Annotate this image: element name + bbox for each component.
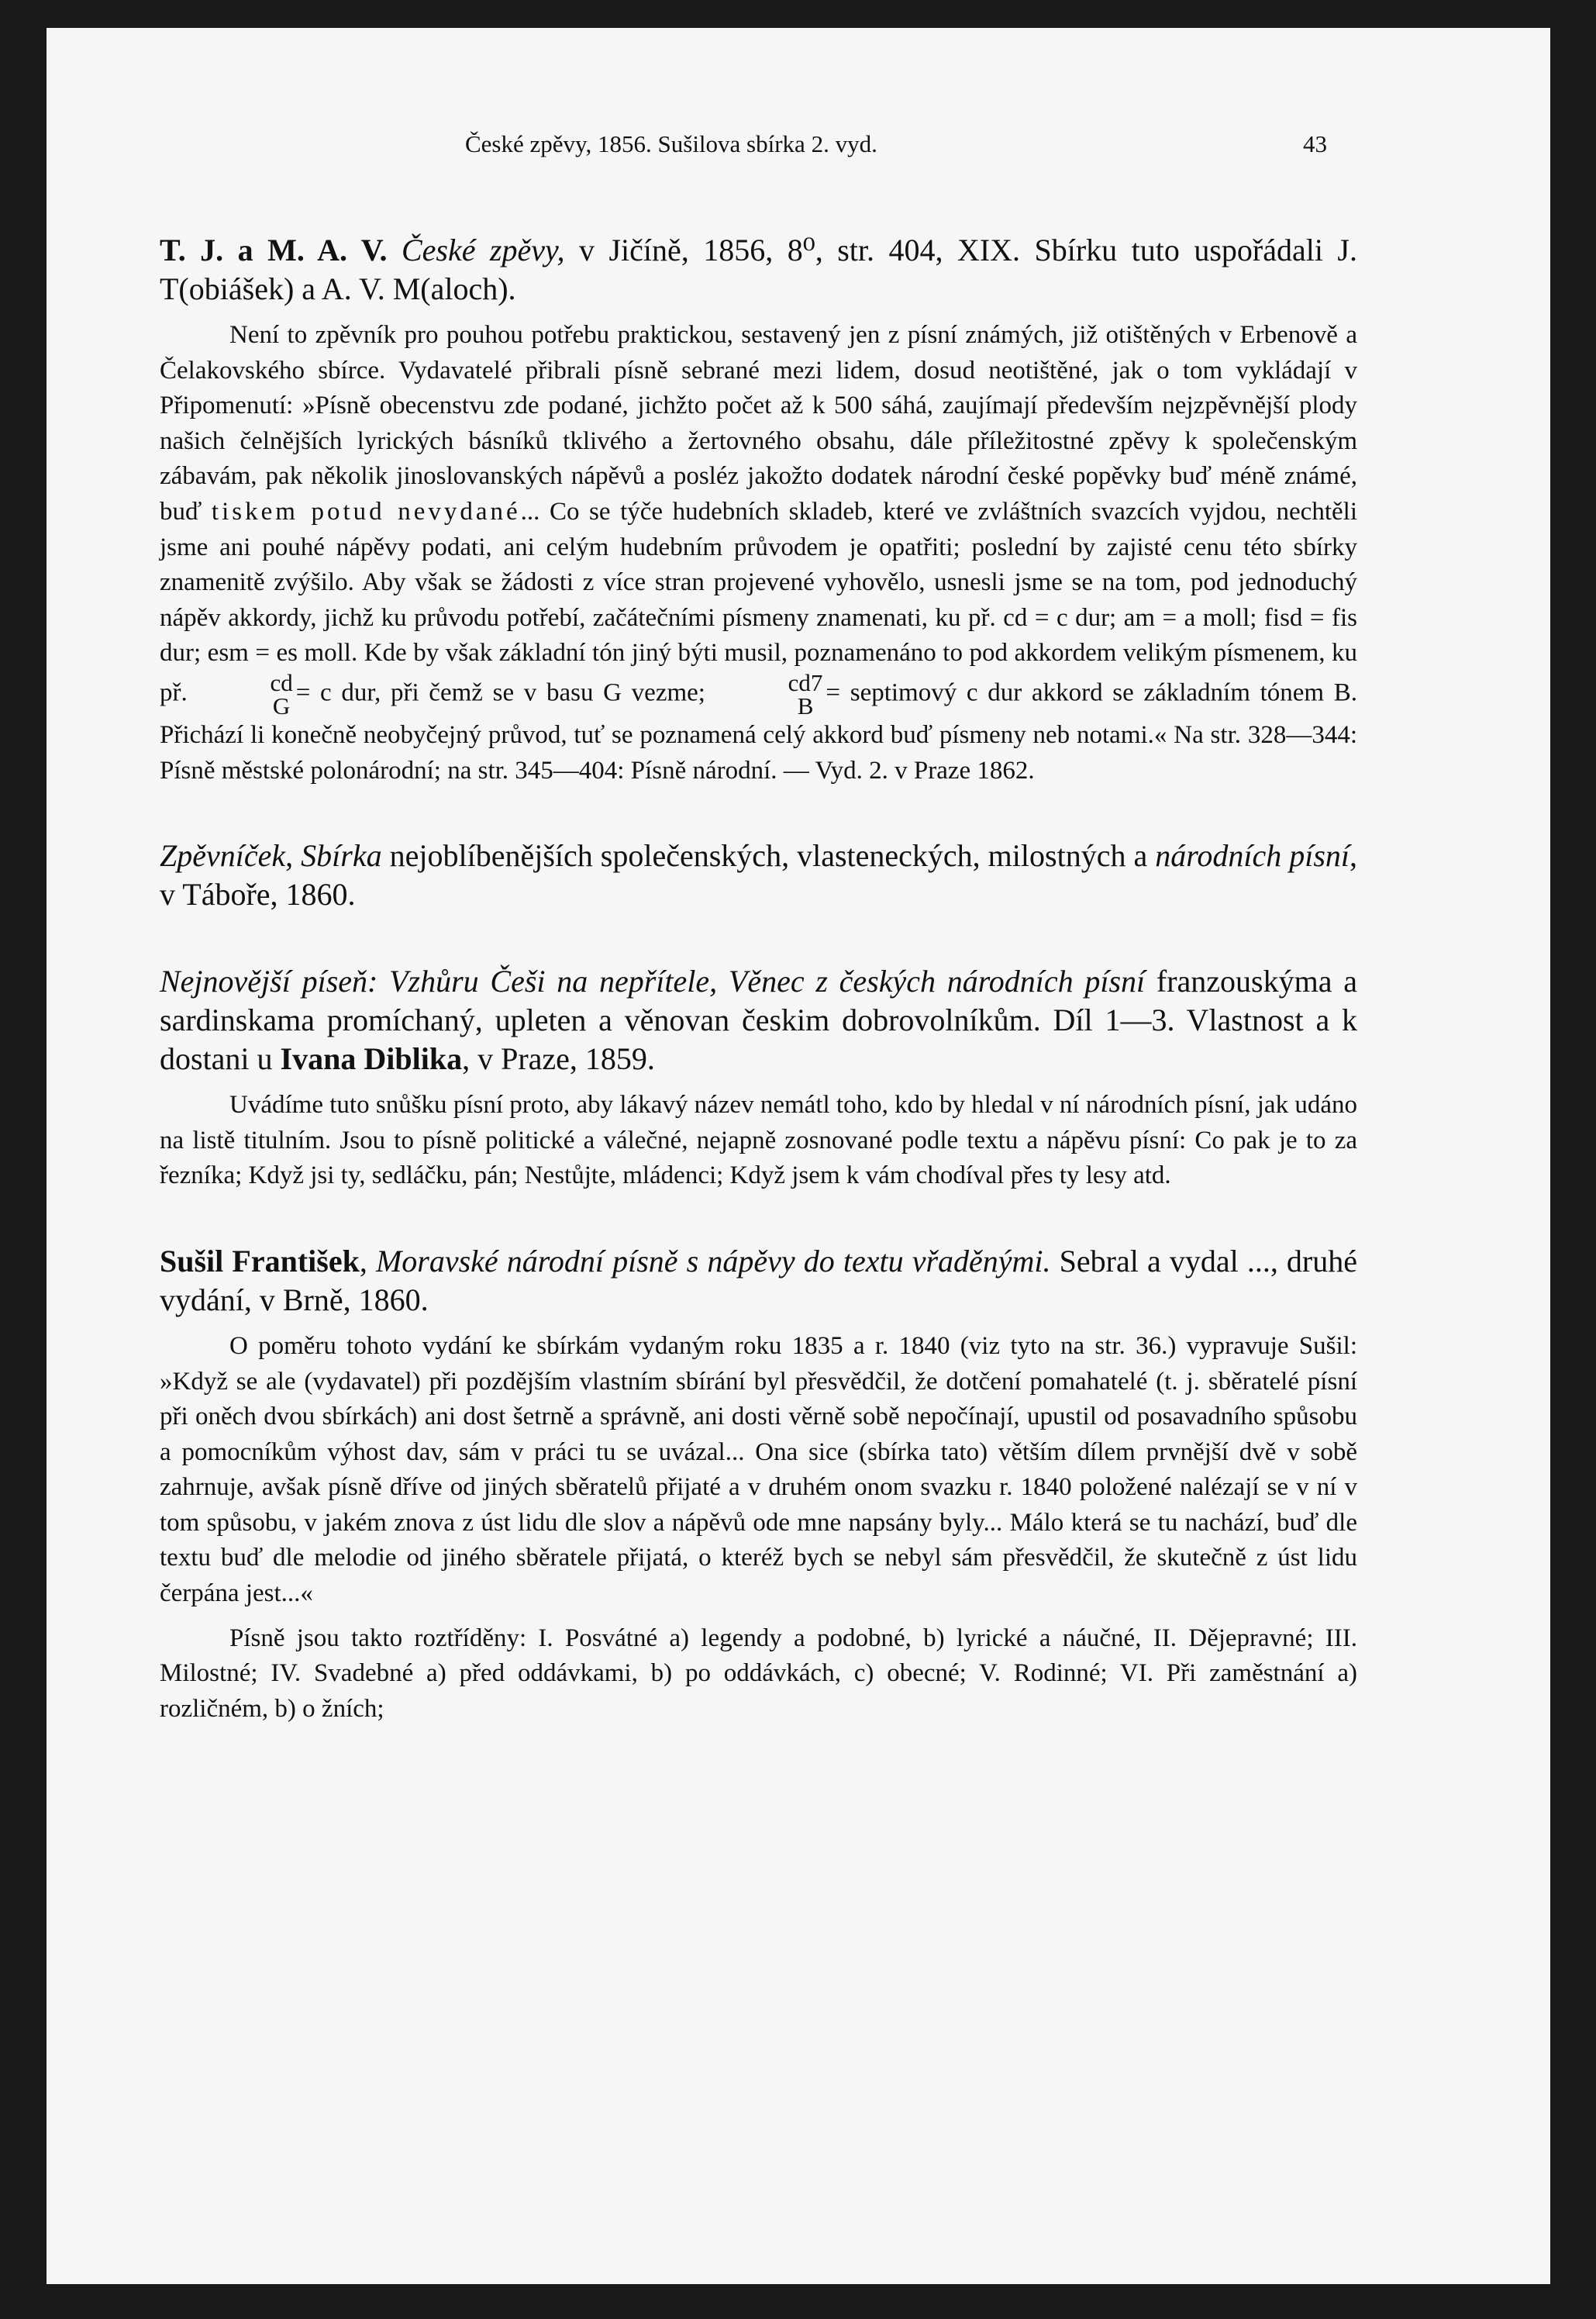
entry-title: Moravské národní písně s nápěvy do textu vřaděnými. xyxy=(375,1243,1051,1279)
chord-notation xyxy=(200,668,293,720)
entry-details: franzouskýma a sardinskama promíchaný, upleten a věnovan českim dobrovolníkům. Díl 1—3. Vlastnost a k dostani u xyxy=(160,964,1357,1077)
description-text: Není to zpěvník pro pouhou potřebu praktickou, sestavený jen z písní známých, již otištěných v Erbenově a Čelakovského sbírce. Vydavatelé přibrali písně sebrané mezi lidem, dosud neotištěné, jak o tom vykládají v Připomenutí: »Písně obecenstvu zde podané, jichžto počet až k 500 sáhá, zaujímají především nejzpěvnější plody našich čelnějších lyrických básníků tklivého a žertovného obsahu, dále příležitostné zpěvy k společenským zábavám, pak několik jinoslovanských nápěvů a posléz jakožto dodatek národní české popěvky buď méně známé, buď xyxy=(160,321,1357,526)
description-text: ... Co se týče hudebních skladeb, které ve zvláštních svazcích vyjdou, nechtěli jsme ani pouhé nápěvy podati, ani celým hudebním průvodem je opatřiti; poslední by zajisté cenu této sbírky znamenitě zvýšilo. Aby však se žádosti z více stran projevené vyhovělo, usnesli jsme se na tom, pod jednoduchý nápěv akkordy, jichž ku průvodu potřebí, začátečními písmeny znamenati, ku př. cd = c dur; am = a moll; fisd = fis dur; esm = es moll. Kde by však základní tón jiný býti musil, poznamenáno to pod akkordem velikým písmenem, ku př. xyxy=(160,497,1357,707)
entry-details: , v Táboře, 1860. xyxy=(160,838,1358,913)
entry-details: , v Praze, 1859. xyxy=(462,1041,655,1077)
chord-top: cd xyxy=(270,668,293,696)
entry-details: nejoblíbenějších společenských, vlasteneckých, milostných a xyxy=(381,838,1156,874)
running-header xyxy=(47,130,1550,177)
spaced-text: tiskem potud nevydané xyxy=(211,497,521,526)
description-text: = septimový c dur akkord se základním tónem B. Přichází li konečně neobyčejný průvod, tuť se poznamená celý akkord buď písmeny neb notami.« Na str. 328—344: Písně městské polonárodní; na str. 345—404: Písně národní. — Vyd. 2. v Praze 1862. xyxy=(160,678,1358,785)
chord-bottom: G xyxy=(272,692,291,720)
entry-heading-ceske-zpevy xyxy=(160,231,1357,309)
separator: , xyxy=(285,838,302,874)
chord-bottom: B xyxy=(797,692,814,720)
description-text: = c dur, při čemž se v basu G vezme; xyxy=(295,678,715,707)
entry-authors: T. J. a M. A. V. xyxy=(160,233,388,267)
entry-publisher: Ivana Diblika xyxy=(280,1041,463,1077)
separator: , xyxy=(359,1243,376,1279)
entry-heading-zpevnicek xyxy=(160,837,1357,914)
page-number: 43 xyxy=(1303,130,1327,157)
running-title: České zpěvy, 1856. Sušilova sbírka 2. vyd. xyxy=(465,130,877,157)
page-body xyxy=(160,231,1357,1727)
entry-description: Písně jsou takto roztříděny: I. Posvátné a) legendy a podobné, b) lyrické a náučné, II. Dějepravné; III. Milostné; IV. Svadebné a) před oddávkami, b) po oddávkách, c) obecné; V. Rodinné; VI. Při zaměstnání a) rozličném, b) o žních; xyxy=(160,1624,1357,1723)
chord-top: cd7 xyxy=(788,668,823,696)
entry-heading-nejnovejsi-pisen xyxy=(160,962,1357,1078)
entry-title: České zpěvy, xyxy=(401,233,565,267)
entry-author: Sušil František xyxy=(160,1243,360,1279)
entry-details: v Jičíně, 1856, 8⁰, str. 404, XIX. Sbírku tuto uspořádali J. T(obiášek) a A. V. M(aloch). xyxy=(160,233,1357,306)
chord-notation xyxy=(719,668,823,720)
entry-description: Uvádíme tuto snůšku písní proto, aby lákavý název nemátl toho, kdo by hledal v ní národních písní, jak udáno na listě titulním. Jsou to písně politické a válečné, nejapně zosnované podle textu a nápěvu písní: Co pak je to za řezníka; Když jsi ty, sedláčku, pán; Nestůjte, mládenci; Když jsem k vám chodíval přes ty lesy atd. xyxy=(160,1091,1357,1190)
entry-title: Zpěvníček xyxy=(160,838,286,874)
entry-details: Sebral a vydal ..., druhé vydání, v Brně, 1860. xyxy=(160,1243,1358,1317)
entry-description: O poměru tohoto vydání ke sbírkám vydaným roku 1835 a r. 1840 (viz tyto na str. 36.) vypravuje Sušil: »Když se ale (vydavatel) při pozdějším vlastním sbírání byl přesvědčil, že dotčení pomahatelé (t. j. sběratelé písní při oněch dvou sbírkách) ani dost šetrně a správně, ani dosti věrně sobě nepočínají, upustil od posavadního spůsobu a pomocníkům výhost dav, sám v práci tu se uvázal... Ona sice (sbírka tato) větším dílem prvnější dvě v sobě zahrnuje, avšak písně dříve od jiných sběratelů přijaté a v druhém onom svazku r. 1840 položené nalézají se v ní v tom spůsobu, v jakém znova z úst lidu dle slov a nápěvů ode mne napsány byly... Málo která se tu nachází, buď dle textu buď dle melodie od jiného sběratele přijatá, o kteréž bych se nebyl sám přesvědčil, že skutečně z úst lidu čerpána jest...« xyxy=(160,1331,1357,1608)
entry-description xyxy=(160,318,1357,789)
entry-title: národních písní xyxy=(1155,838,1350,874)
entry-heading-susil xyxy=(160,1242,1357,1320)
entry-title: Nejnovější píseň: Vzhůru Češi na nepřítele, Věnec z českých národních písní xyxy=(160,964,1146,999)
book-page xyxy=(47,28,1550,2284)
entry-title: Sbírka xyxy=(301,838,382,874)
